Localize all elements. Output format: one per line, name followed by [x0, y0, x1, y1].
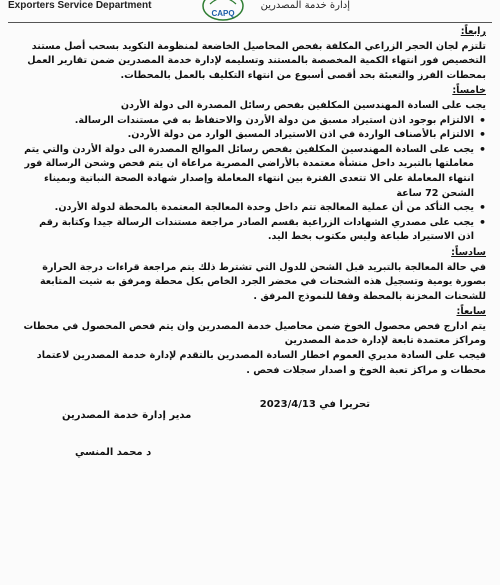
list-item: • الالتزام بالأصناف الواردة في اذن الاستيراد المسبق الوارد من دولة الأردن.	[20, 128, 486, 143]
section-heading: رابعاً:	[460, 26, 486, 37]
issue-date: تحريرا في 2023/4/13	[259, 399, 370, 410]
department-name-ar: إدارة خدمة المصدرين	[260, 0, 350, 11]
section-paragraph: تلتزم لجان الحجر الزراعي المكلفة بفحص المحاصيل الخاضعة لمنظومة التكويد بسحب أصل مستند التخصيص فور انتهاء الكمية المخصصة بالمستند وتسليمه لإدارة خدمة المصدرين ضمن تقارير العمل بمحطات الفرز والتعبئة بحد أقصى أسبوع من انتهاء التكليف بالعمل بالمحطات.	[27, 40, 486, 81]
section-paragraph: في حالة المعالجة بالتبريد قبل الشحن للدول التي تشترط ذلك يتم مراجعة قراءات درجة الحرارة بصورة يومية وتسجيل هذه الشحنات في محضر الجرد الخاص بكل محطة ومرفق به شيت المتابعة للشحنات المخزنة بالمحطة وفقا للنموذج المرفق .	[39, 261, 486, 302]
document-body	[20, 24, 486, 378]
section-heading: خامساً:	[452, 85, 486, 97]
logo-text: CAPQ	[211, 9, 235, 18]
section-paragraph: يجب على السادة المهندسين المكلفين بفحص رسائل المصدرة الى دولة الأردن	[120, 99, 486, 111]
list-item: • يجب على مصدري الشهادات الزراعية بقسم الصادر مراجعة مستندات الرسالة جيدا وكتابة رقم اذن الاستيراد طباعة وليس مكتوب بخط اليد.	[20, 216, 486, 245]
section-paragraph: فيجب على السادة مديري العموم اخطار السادة المصدرين بالتقدم لإدارة خدمة المصدرين لاعتماد محطات و مراكز تعبة الخوخ و اصدار سجلات فحص .	[36, 350, 486, 376]
signatory-title: مدير إدارة خدمة المصدرين	[62, 410, 192, 421]
capq-logo	[200, 0, 246, 22]
list-item: • الالتزام بوجود اذن استيراد مسبق من دولة الأردن والاحتفاظ به في مستندات الرسالة.	[20, 114, 486, 129]
department-name-en: Exporters Service Department	[8, 0, 152, 11]
requirements-list	[20, 114, 486, 245]
section-paragraph: يتم ادارج فحص محصول الخوخ ضمن محاصيل خدمة المصدرين وان يتم فحص المحصول في محطات ومراكز معتمدة تابعة لإدارة خدمة المصدرين	[23, 320, 486, 347]
header-divider	[8, 22, 492, 23]
section-heading: سادساً:	[451, 246, 486, 258]
section-heading: سابعاً:	[456, 306, 486, 318]
list-item: • يجب التأكد من أن عملية المعالجة تتم داخل وحدة المعالجة المعتمدة بالمحطة لدولة الأردن.	[20, 201, 486, 216]
signatory-name: د محمد المنسي	[75, 447, 152, 458]
list-item: • يجب على السادة المهندسين المكلفين بفحص رسائل الموالح المصدرة الى دولة الأردن والتي يتم معاملتها بالتبريد داخل منشأة معتمدة بالأراضي المصرية مراعاة ان يتم فحص وشحن الرسالة فور انتهاء المعاملة على الا تتعدى الفترة بين انتهاء المعاملة وإصدار شهادة الصحة النباتية وبميناء الشحن 72 ساعة	[20, 143, 486, 201]
